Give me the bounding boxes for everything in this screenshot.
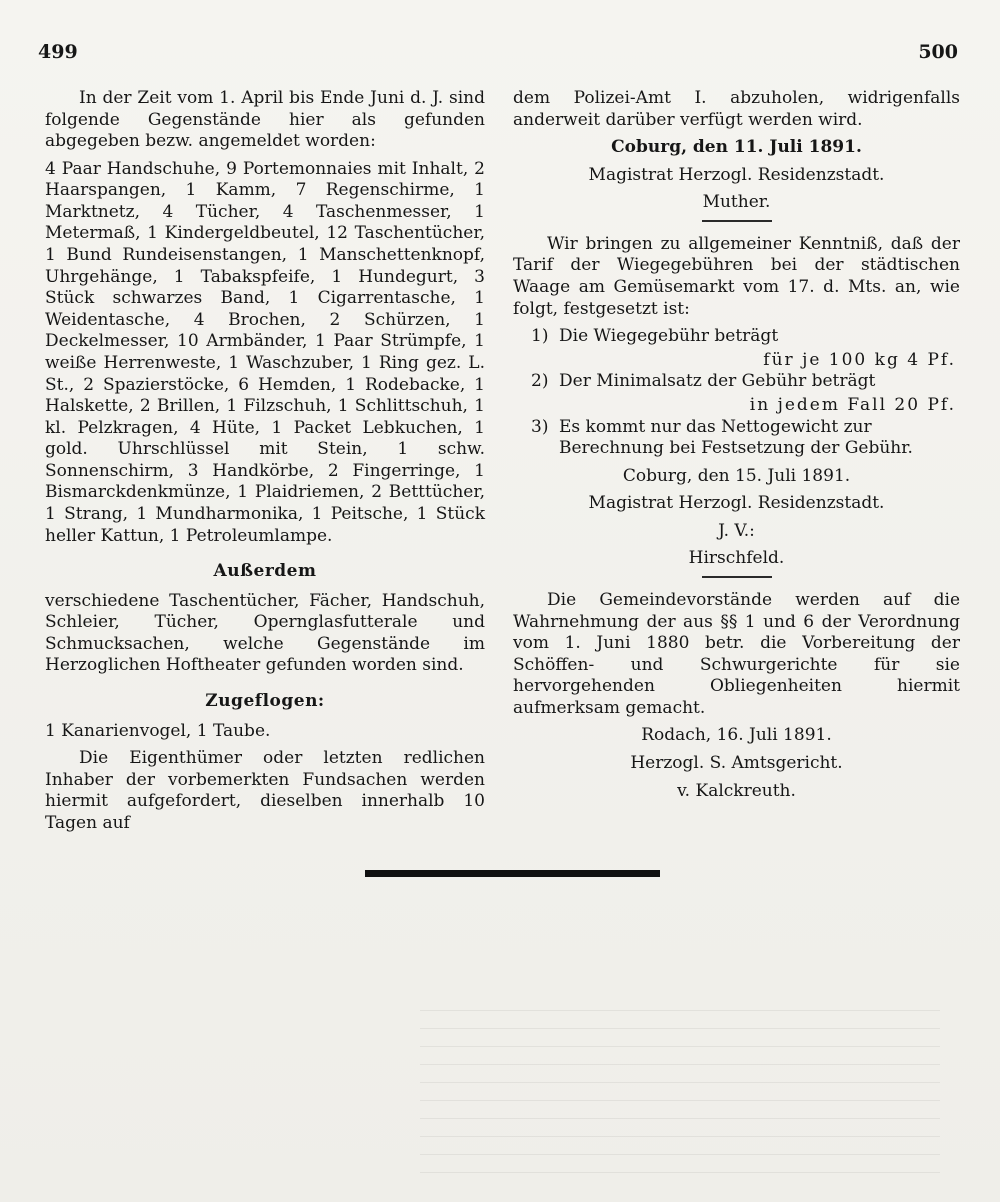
closing-paragraph: Die Eigenthümer oder letzten redlichen Inhaber der vorbemerkten Fundsachen werden hiermit aufgefordert, dieselben innerhalb 10 Tagen auf: [45, 748, 485, 833]
list-number: 1): [531, 326, 549, 347]
signature-3-org: Herzogl. S. Amtsgericht.: [630, 753, 843, 774]
separator-rule: [702, 220, 772, 222]
date-3: Rodach, 16. Juli 1891.: [641, 725, 832, 746]
found-items-list: 4 Paar Handschuhe, 9 Portemonnaies mit Inhalt, 2 Haarspangen, 1 Kamm, 7 Regenschirme, 1 Marktnetz, 4 Tücher, 4 Taschenmesser, 1 Metermaß, 1 Kindergeldbeutel, 12 Taschentücher, 1 Bund Rundeisenstangen, 1 Manschettenknopf, Uhrgehänge, 1 Tabakspfeife, 1 Hundegurt, 3 Stück schwarzes Band, 1 Cigarrentasche, 1 Weidentasche, 4 Brochen, 2 Schürzen, 1 Deckelmesser, 10 Armbänder, 1 Paar Strümpfe, 1 weiße Herrenweste, 1 Waschzuber, 1 Ring gez. L. St., 2 Spazierstöcke, 6 Hemden, 1 Rodebacke, 1 Halskette, 2 Brillen, 1 Filzschuh, 1 Schlittschuh, 1 kl. Pelzkragen, 4 Hüte, 1 Packet Lebkuchen, 1 gold. Uhrschlüssel mit Stein, 1 schw. Sonnenschirm, 3 Handkörbe, 2 Fingerringe, 1 Bismarckdenkmünze, 1 Plaidriemen, 2 Betttücher, 1 Strang, 1 Mundharmonika, 1 Peitsche, 1 Stück heller Kattun, 1 Petroleumlampe.: [45, 158, 485, 546]
list-item: [531, 417, 960, 460]
list-item: [531, 371, 960, 393]
page-end-rule: [365, 870, 660, 877]
signature-2-org: Magistrat Herzogl. Residenzstadt.: [588, 493, 885, 514]
list-number: 2): [531, 371, 549, 392]
page-number-right: 500: [918, 41, 958, 63]
list-text: Der Minimalsatz der Gebühr beträgt: [559, 371, 876, 392]
list-item: [531, 326, 960, 348]
separator-rule: [702, 576, 772, 578]
zugeflogen-text: 1 Kanarienvogel, 1 Taube.: [45, 720, 271, 741]
signature-2-title: J. V.:: [718, 520, 755, 541]
date-2: Coburg, den 15. Juli 1891.: [622, 465, 851, 486]
signature-3-name: v. Kalckreuth.: [677, 780, 796, 801]
signature-2-name: Hirschfeld.: [688, 548, 785, 569]
list-text: Die Wiegegebühr beträgt: [559, 326, 779, 347]
tariff-list: [531, 326, 960, 459]
closing-continued: dem Polizei-Amt I. abzuholen, widrigenfalls anderweit darüber verfügt werden wird.: [513, 88, 960, 130]
ausserdem-heading: Außerdem: [213, 561, 317, 582]
zugeflogen-heading: Zugeflogen:: [205, 691, 325, 712]
left-column: [45, 88, 485, 841]
list-extra: in jedem Fall 20 Pf.: [749, 394, 956, 415]
notice-2-intro: Wir bringen zu allgemeiner Kenntniß, daß der Tarif der Wiegegebühren bei der städtischen Waage am Gemüsemarkt vom 17. d. Mts. an, wie folgt, festgesetzt ist:: [513, 233, 960, 319]
page-number-left: 499: [38, 41, 78, 63]
list-extra: für je 100 kg 4 Pf.: [763, 349, 956, 370]
bleed-through: [420, 1010, 940, 1180]
date-1: Coburg, den 11. Juli 1891.: [611, 137, 862, 158]
signature-1-org: Magistrat Herzogl. Residenzstadt.: [588, 164, 885, 185]
list-number: 3): [531, 416, 549, 437]
ausserdem-text: verschiedene Taschentücher, Fächer, Handschuh, Schleier, Tücher, Opernglasfutterale und Schmucksachen, welche Gegenstände im Herzoglichen Hoftheater gefunden worden sind.: [45, 590, 485, 676]
signature-1-name: Muther.: [702, 192, 771, 213]
list-text: Es kommt nur das Nettogewicht zur Berechnung bei Festsetzung der Gebühr.: [559, 416, 913, 459]
intro-paragraph: In der Zeit vom 1. April bis Ende Juni d. J. sind folgende Gegenstände hier als gefunden abgegeben bezw. angemeldet worden:: [45, 88, 485, 152]
notice-3: Die Gemeindevorstände werden auf die Wahrnehmung der aus §§ 1 und 6 der Verordnung vom 1. Juni 1880 betr. die Vorbereitung der Schöffen- und Schwurgerichte für sie hervorgehenden Obliegenheiten hiermit aufmerksam gemacht.: [513, 589, 960, 718]
right-column: [513, 88, 960, 808]
